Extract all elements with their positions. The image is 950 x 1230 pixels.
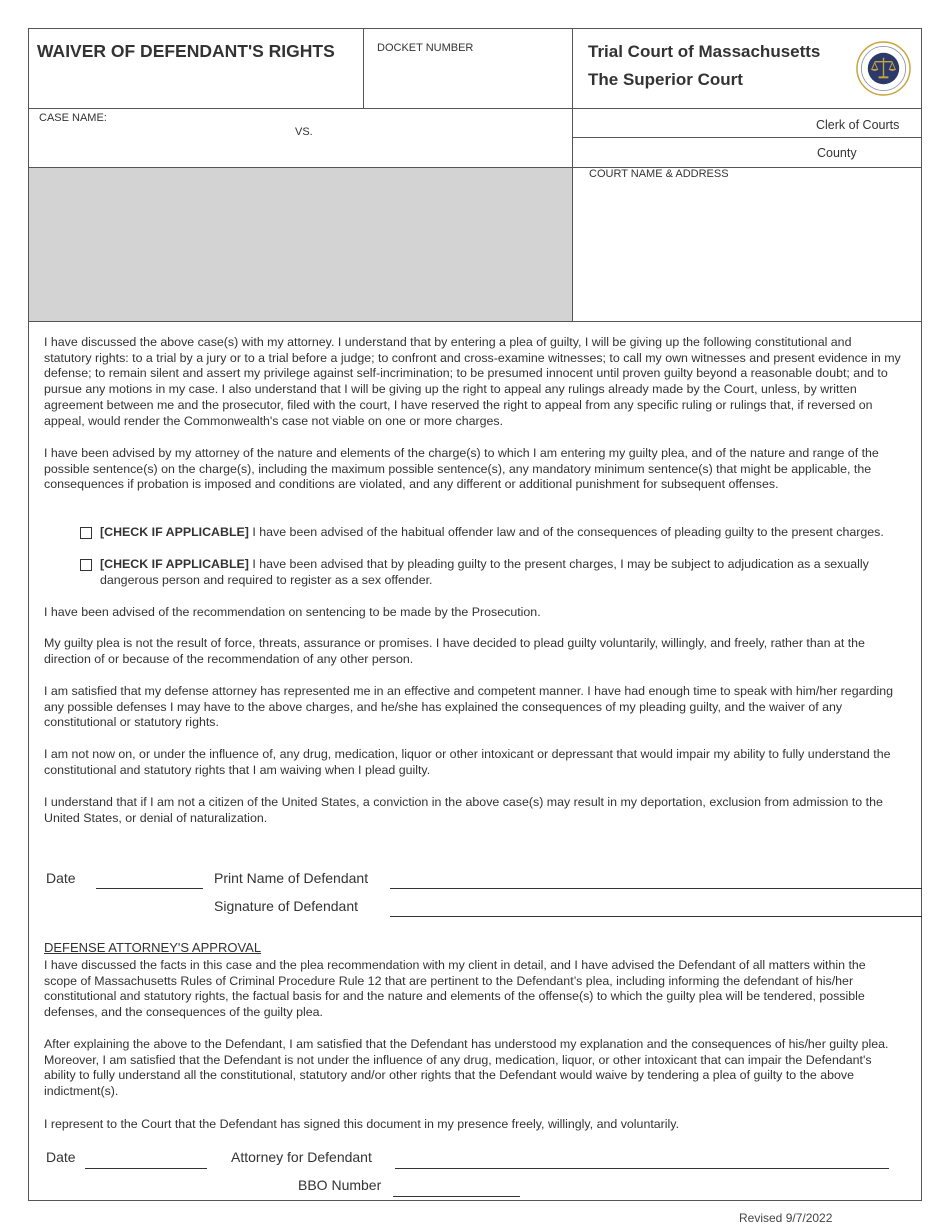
case-name-label: CASE NAME:	[39, 112, 107, 124]
divider	[573, 137, 922, 138]
rights-paragraph-1: I have discussed the above case(s) with my attorney. I understand that by entering a plea of guilty, I will be giving up the following constitutional and statutory rights: to a trial by a jury or to a trial before a judge; to confront and cross-examine witnesses; to call my own witnesses and present evidence in my defense; to remain silent and assert my privilege against self-incrimination; to be presumed innocent until proven guilty beyond a reasonable doubt; and to pursue any motions in my case. I also understand that I will be giving up the right to appeal any rulings already made by the Court, unless, by written agreement between me and the prosecutor, filed with the court, I have reserved the right to appeal from any specific ruling or rulings that, if reversed on appeal, would render the Commonwealth's case not viable on one or more charges.	[44, 335, 901, 428]
docket-number-label: DOCKET NUMBER	[377, 42, 474, 54]
court-seal-icon	[856, 41, 911, 96]
clerk-of-courts-label: Clerk of Courts	[816, 118, 900, 132]
divider	[29, 321, 922, 322]
signature-line[interactable]	[390, 916, 922, 917]
revision-date: Revised 9/7/2022	[739, 1211, 833, 1225]
sex-offender-checkbox[interactable]	[80, 559, 92, 571]
attorney-date-line[interactable]	[85, 1168, 207, 1169]
bbo-number-line[interactable]	[393, 1196, 520, 1197]
rights-paragraph-2: I have been advised by my attorney of the nature and elements of the charge(s) to which I am entering my guilty plea, and of the nature and range of the possible sentence(s) on the charge(s), including the maximum possible sentence(s), any mandatory minimum sentence(s) that might be applicable, the consequences if probation is imposed and conditions are violated, and any different or additional punishment for subsequent offenses.	[44, 446, 879, 492]
rights-paragraph-5: I am satisfied that my defense attorney has represented me in an effective and competent manner. I have had enough time to speak with him/her regarding any possible defenses I may have to the above charges, and he/she has explained the consequences of my pleading guilty, and the waiver of any constitutional or statutory rights.	[44, 684, 894, 730]
divider	[363, 28, 364, 108]
court-name-line1: Trial Court of Massachusetts	[588, 42, 821, 61]
divider	[29, 108, 922, 109]
form-title: WAIVER OF DEFENDANT'S RIGHTS	[37, 41, 335, 61]
divider	[572, 28, 573, 321]
court-name-line2: The Superior Court	[588, 70, 743, 89]
rights-paragraph-6: I am not now on, or under the influence of, any drug, medication, liquor or other intoxicant or depressant that would impair my ability to fully understand the constitutional and statutory rights that I am waiving when I plead guilty.	[44, 747, 891, 777]
attorney-signature-line[interactable]	[395, 1168, 889, 1169]
attorney-paragraph-2: After explaining the above to the Defendant, I am satisfied that the Defendant has understood my explanation and the consequences of his/her guilty plea. Moreover, I am satisfied that the Defendant is not under the influence of any drug, medication, liquor, or other intoxicant that can impair the Defendant's ability to fully understand all the constitutional, statutory and/or other rights that the Defendant would waive by tendering a plea of guilty to the above indictment(s).	[44, 1037, 889, 1099]
attorney-paragraph-3: I represent to the Court that the Defendant has signed this document in my presence freely, willingly, and voluntarily.	[44, 1117, 680, 1131]
print-name-line[interactable]	[390, 888, 922, 889]
rights-paragraph-4: My guilty plea is not the result of force, threats, assurance or promises. I have decided to plead guilty voluntarily, willingly, and freely, rather than at the direction of or because of the recommendation of any other person.	[44, 636, 865, 666]
vs-label: VS.	[295, 126, 313, 138]
rights-paragraph-3: I have been advised of the recommendation on sentencing to be made by the Prosecution.	[44, 605, 541, 619]
court-name-address-label: COURT NAME & ADDRESS	[589, 168, 729, 180]
county-label: County	[817, 146, 857, 160]
attorney-for-defendant-label: Attorney for Defendant	[231, 1149, 372, 1165]
bbo-number-label: BBO Number	[298, 1177, 382, 1193]
rights-paragraph-7: I understand that if I am not a citizen of the United States, a conviction in the above case(s) may result in my deportation, exclusion from admission to the United States, or denial of naturalization.	[44, 795, 883, 825]
habitual-offender-checkbox[interactable]	[80, 527, 92, 539]
signature-label: Signature of Defendant	[214, 898, 358, 914]
attorney-date-label: Date	[46, 1149, 76, 1165]
print-name-label: Print Name of Defendant	[214, 870, 369, 886]
defendant-date-label: Date	[46, 870, 76, 886]
attorney-paragraph-1: I have discussed the facts in this case and the plea recommendation with my client in detail, and I have advised the Defendant of all matters within the scope of Massachusetts Rules of Criminal Procedure Rule 12 that are pertinent to the Defendant’s plea, including informing the defendant of his/her constitutional and statutory rights, the factual basis for and the nature and elements of the offense(s) to which the guilty plea will be tendered, possible defenses, and the consequences of the guilty plea.	[44, 958, 866, 1020]
defendant-date-line[interactable]	[96, 888, 203, 889]
shaded-area	[29, 168, 572, 321]
attorney-approval-heading: DEFENSE ATTORNEY'S APPROVAL	[44, 940, 262, 955]
